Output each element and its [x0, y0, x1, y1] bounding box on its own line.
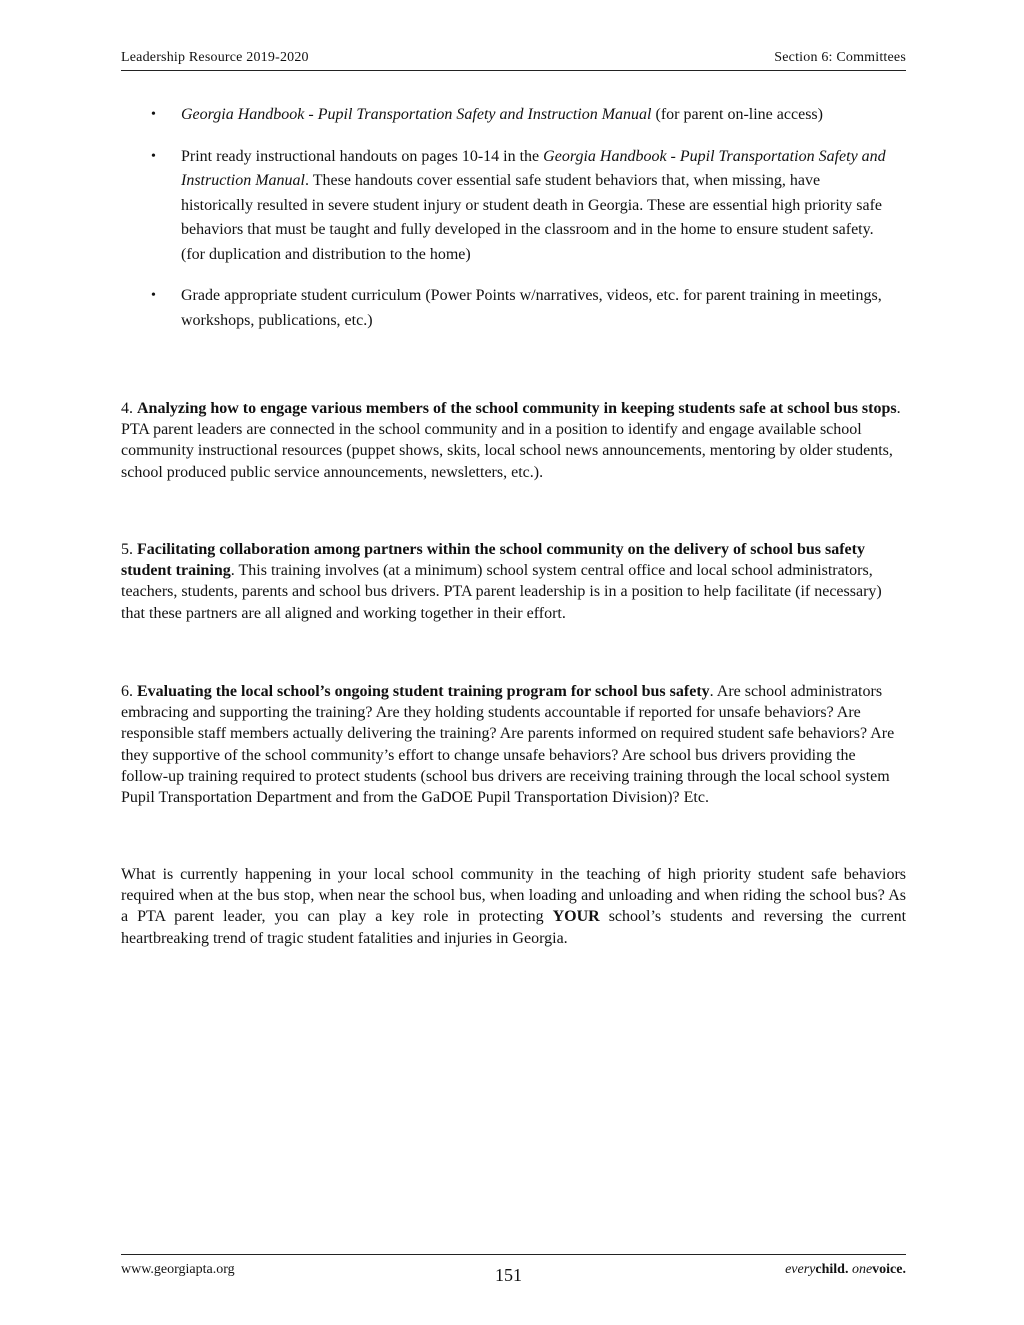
page-number: 151: [495, 1265, 522, 1285]
closing-paragraph: What is currently happening in your local school community in the teaching of high priority student safe behaviors required when at the bus stop, when near the school bus, when loading and unloading and when riding the school bus? As a PTA parent leader, you can play a key role in protecting YOUR school’s students and reversing the current heartbreaking trend of tragic student fatalities and injuries in Georgia.: [121, 866, 907, 947]
page-header: [121, 50, 906, 71]
manual-title: Georgia Handbook - Pupil Transportation Safety and Instruction Manual: [181, 106, 652, 123]
list-item: [121, 284, 906, 333]
footer-slogan: everychild. onevoice.: [785, 1262, 906, 1277]
header-section: Section 6: Committees: [774, 50, 906, 65]
page-footer: [121, 1254, 906, 1285]
section-5-heading: Facilitating collaboration among partners within the school community on the delivery of school bus safety student training: [121, 541, 865, 580]
emphasis-your: YOUR: [552, 908, 600, 926]
manual-title: Georgia Handbook - Pupil Transportation Safety and Instruction Manual: [181, 147, 886, 189]
list-item-text: Grade appropriate student curriculum (Power Points w/narratives, videos, etc. for parent training in meetings, workshops, publications, etc.): [181, 287, 882, 329]
list-item-text: Print ready instructional handouts on pages 10-14 in the Georgia Handbook - Pupil Transportation Safety and Instruction Manual. These handouts cover essential safe student behaviors that, when missing, have historically resulted in severe student injury or student death in Georgia. These are essential high priority safe behaviors that must be taught and fully developed in the classroom and in the home to ensure student safety. (for duplication and distribution to the home): [181, 147, 886, 263]
section-4-heading: Analyzing how to engage various members of the school community in keeping students safe at school bus stops: [137, 400, 897, 417]
footer-website: www.georgiapta.org: [121, 1262, 235, 1277]
bullet-icon: •: [151, 107, 156, 122]
section-6-heading: Evaluating the local school’s ongoing student training program for school bus safety: [137, 683, 710, 700]
section-6-paragraph: 6. Evaluating the local school’s ongoing student training program for school bus safety. Are school administrators embracing and supporting the training? Are they holding students accountable if reported for unsafe behaviors? Are responsible staff members actually delivering the training? Are parents informed on required student safe behaviors? Are they supportive of the school community’s effort to change unsafe behaviors? Are school bus drivers providing the follow-up training required to protect students (school bus drivers are receiving training through the local school system Pupil Transportation Department and from the GaDOE Pupil Transportation Division)? Etc.: [121, 683, 895, 807]
section-4-paragraph: 4. Analyzing how to engage various members of the school community in keeping students safe at school bus stops. PTA parent leaders are connected in the school community and in a position to identify and engage available school community instructional resources (puppet shows, skits, local school news announcements, mentoring by older students, school produced public service announcements, newsletters, etc.).: [121, 400, 901, 481]
bullet-icon: •: [151, 288, 156, 303]
bullet-icon: •: [151, 148, 156, 164]
list-item: [121, 145, 906, 268]
resource-list: [121, 103, 906, 350]
list-item: [121, 103, 906, 128]
list-item-text: Georgia Handbook - Pupil Transportation Safety and Instruction Manual (for parent on-line access): [181, 106, 823, 123]
section-5-paragraph: 5. Facilitating collaboration among partners within the school community on the delivery of school bus safety student training. This training involves (at a minimum) school system central office and local school administrators, teachers, students, parents and school bus drivers. PTA parent leadership is in a position to help facilitate (if necessary) that these partners are all aligned and working together in their effort.: [121, 541, 882, 622]
header-title: Leadership Resource 2019-2020: [121, 50, 309, 65]
